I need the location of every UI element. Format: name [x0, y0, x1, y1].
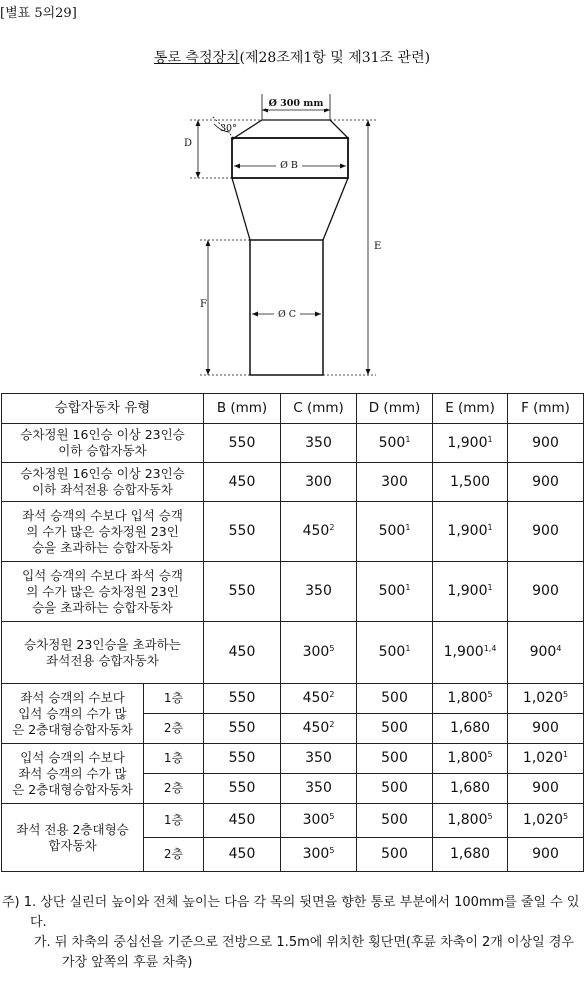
b-cell-value: 550	[228, 690, 256, 706]
b-cell-value: 450	[228, 812, 256, 828]
c-cell-value: 350	[305, 583, 332, 599]
e-cell-value: 1,500	[449, 473, 491, 490]
vehicle-type-cell-value: 좌석 전용 2층대형승 합자동차	[16, 821, 129, 853]
table-row	[2, 804, 584, 838]
c-cell-value: 450	[302, 690, 330, 706]
d-cell-value: 500	[378, 583, 406, 599]
gauge-diagram	[150, 88, 410, 383]
e-cell-footnote-ref: 5	[487, 812, 493, 821]
c-cell	[281, 502, 357, 562]
c-cell	[281, 424, 357, 463]
title-main: 통로 측정장치	[153, 50, 240, 66]
b-cell-value: 450	[228, 846, 256, 862]
vehicle-type-cell	[2, 744, 144, 804]
c-cell-value: 350	[305, 750, 332, 766]
c-cell	[281, 744, 357, 774]
f-cell-footnote-ref: 1	[563, 750, 569, 759]
b-cell	[204, 804, 281, 838]
vehicle-type-cell	[2, 502, 204, 562]
f-cell-value: 900	[532, 846, 559, 862]
e-cell	[433, 804, 508, 838]
e-cell-footnote-ref: 5	[487, 750, 493, 759]
e-cell-value: 1,900	[447, 434, 488, 451]
f-cell	[508, 804, 584, 838]
dimension-c-label: Ø C	[277, 309, 297, 320]
f-cell	[508, 424, 584, 463]
table-row	[2, 463, 584, 502]
e-cell-value: 1,680	[449, 846, 491, 862]
b-cell-value: 550	[228, 720, 256, 736]
c-cell-footnote-ref: 2	[329, 690, 335, 699]
floor-cell	[144, 804, 204, 838]
floor-cell	[144, 744, 204, 774]
dimension-b-label: Ø B	[280, 160, 298, 171]
table-row	[2, 424, 584, 463]
table-header-cell: D (mm)	[357, 394, 433, 424]
table-header-cell: C (mm)	[281, 394, 357, 424]
d-cell-footnote-ref: 1	[405, 583, 411, 592]
e-cell-value: 1,680	[449, 780, 491, 796]
e-cell-footnote-ref: 5	[487, 690, 493, 699]
c-cell-footnote-ref: 2	[329, 523, 335, 532]
floor-cell-value: 1층	[163, 691, 184, 705]
table-row	[2, 502, 584, 562]
c-cell-value: 450	[302, 720, 330, 736]
e-cell-footnote-ref: 1	[487, 583, 493, 592]
d-cell-value: 500	[378, 644, 406, 660]
f-cell-footnote-ref: 5	[563, 812, 569, 821]
b-cell	[204, 502, 281, 562]
floor-cell	[144, 838, 204, 872]
vehicle-type-cell-value: 좌석 승객의 수보다 입석 승객 의 수가 많은 승차정원 23인 승을 초과하는 승합자동차	[22, 507, 183, 555]
b-cell	[204, 562, 281, 622]
f-cell	[508, 744, 584, 774]
f-cell-value: 900	[532, 434, 559, 451]
footnote-1: 주) 1. 상단 실린더 높이와 전체 높이는 다음 각 목의 뒷면을 향한 통로 부분에서 100mm를 줄일 수 있다.	[2, 895, 580, 930]
f-cell-value: 1,020	[522, 812, 564, 828]
e-cell-value: 1,800	[447, 812, 488, 828]
d-cell	[357, 463, 433, 502]
e-cell-value: 1,900	[447, 523, 488, 539]
c-cell	[281, 463, 357, 502]
c-cell	[281, 562, 357, 622]
d-cell	[357, 502, 433, 562]
d-cell	[357, 714, 433, 744]
footnote-1-a: 가. 뒤 차축의 중심선을 기준으로 전방으로 1.5m에 위치한 횡단면(후륜 차축이 2개 이상일 경우 가장 앞쪽의 후륜 차축)	[34, 935, 574, 970]
c-cell	[281, 804, 357, 838]
d-cell-value: 300	[381, 473, 408, 490]
d-cell-value: 500	[381, 720, 408, 736]
f-cell-value: 900	[532, 780, 559, 796]
f-cell-footnote-ref: 4	[556, 644, 562, 653]
c-cell-footnote-ref: 2	[329, 720, 335, 729]
f-cell	[508, 774, 584, 804]
f-cell	[508, 502, 584, 562]
f-cell-value: 1,020	[522, 750, 564, 766]
b-cell	[204, 622, 281, 684]
floor-cell-value: 2층	[163, 781, 184, 795]
c-cell-value: 350	[305, 434, 332, 451]
f-cell-value: 1,020	[522, 690, 564, 706]
e-cell-value: 1,800	[447, 690, 488, 706]
gauge-top-cap	[234, 120, 348, 138]
vehicle-type-cell-value: 입석 승객의 수보다 좌석 승객의 수가 많 은 2층대형승합자동차	[12, 749, 133, 797]
d-cell	[357, 684, 433, 714]
e-cell	[433, 714, 508, 744]
floor-cell	[144, 714, 204, 744]
c-cell-value: 350	[305, 780, 332, 796]
f-cell	[508, 684, 584, 714]
table-header-cell: E (mm)	[433, 394, 508, 424]
f-cell-value: 900	[532, 720, 559, 736]
table-row	[2, 744, 584, 774]
floor-cell-value: 2층	[163, 847, 184, 861]
b-cell	[204, 714, 281, 744]
d-cell-footnote-ref: 1	[405, 523, 411, 532]
b-cell	[204, 424, 281, 463]
d-cell	[357, 774, 433, 804]
footnotes	[2, 893, 582, 973]
e-cell	[433, 562, 508, 622]
d-cell-value: 500	[378, 434, 406, 451]
d-cell	[357, 804, 433, 838]
e-cell	[433, 622, 508, 684]
f-cell	[508, 838, 584, 872]
b-cell-value: 550	[228, 523, 256, 539]
c-cell-footnote-ref: 5	[329, 846, 335, 855]
d-cell-value: 500	[381, 750, 408, 766]
vehicle-type-cell	[2, 463, 204, 502]
b-cell-value: 450	[228, 473, 256, 490]
table-row	[2, 562, 584, 622]
e-cell-value: 1,900	[447, 583, 488, 599]
title-reference: (제28조제1항 및 제31조 관련)	[239, 50, 431, 66]
e-cell-footnote-ref: 1	[487, 523, 493, 532]
table-header-cell: F (mm)	[508, 394, 584, 424]
b-cell-value: 550	[228, 780, 256, 796]
floor-cell	[144, 684, 204, 714]
e-cell	[433, 463, 508, 502]
top-diameter-label: Ø 300 mm	[268, 98, 324, 109]
f-cell	[508, 562, 584, 622]
c-cell	[281, 774, 357, 804]
b-cell	[204, 744, 281, 774]
dimension-e-label: E	[374, 241, 382, 252]
vehicle-type-cell-value: 승차정원 23인승을 초과하는 좌석전용 승합자동차	[24, 636, 181, 668]
c-cell-value: 300	[305, 473, 332, 490]
e-cell-footnote-ref: 1,4	[483, 644, 497, 653]
e-cell	[433, 744, 508, 774]
b-cell	[204, 684, 281, 714]
e-cell	[433, 774, 508, 804]
appendix-label: [별표 5의29]	[0, 6, 77, 21]
f-cell-value: 900	[532, 523, 559, 539]
d-cell-footnote-ref: 1	[405, 434, 411, 444]
b-cell-value: 550	[228, 750, 256, 766]
b-cell-value: 550	[228, 434, 256, 451]
b-cell	[204, 838, 281, 872]
dimension-table	[1, 393, 584, 872]
vehicle-type-cell	[2, 684, 144, 744]
c-cell	[281, 838, 357, 872]
d-cell-value: 500	[381, 812, 408, 828]
c-cell-value: 300	[302, 644, 330, 660]
vehicle-type-cell	[2, 804, 144, 872]
d-cell	[357, 622, 433, 684]
b-cell-value: 450	[228, 644, 256, 660]
table-row	[2, 622, 584, 684]
dimension-d-label: D	[184, 138, 193, 149]
c-cell	[281, 622, 357, 684]
floor-cell-value: 1층	[163, 751, 184, 765]
e-cell	[433, 502, 508, 562]
f-cell-footnote-ref: 5	[563, 690, 569, 699]
c-cell	[281, 684, 357, 714]
f-cell	[508, 463, 584, 502]
page-title	[0, 47, 584, 67]
table-header-cell: B (mm)	[204, 394, 281, 424]
vehicle-type-cell-value: 승차정원 16인승 이상 23인승 이하 승합자동차	[20, 427, 185, 458]
c-cell-value: 300	[302, 812, 330, 828]
d-cell	[357, 562, 433, 622]
d-cell	[357, 744, 433, 774]
floor-cell-value: 1층	[163, 813, 184, 827]
f-cell	[508, 622, 584, 684]
e-cell	[433, 424, 508, 463]
table-header-cell: 승합자동차 유형	[2, 394, 204, 424]
gauge-taper	[232, 178, 348, 240]
e-cell-footnote-ref: 1	[487, 434, 493, 444]
e-cell-value: 1,800	[447, 750, 488, 766]
b-cell	[204, 774, 281, 804]
d-cell-value: 500	[381, 846, 408, 862]
e-cell	[433, 838, 508, 872]
d-cell-value: 500	[381, 780, 408, 796]
d-cell-value: 500	[378, 523, 406, 539]
e-cell-value: 1,680	[449, 720, 491, 736]
c-cell-value: 300	[302, 846, 330, 862]
d-cell-footnote-ref: 1	[405, 644, 411, 653]
c-cell-footnote-ref: 5	[329, 812, 335, 821]
f-cell-value: 900	[532, 473, 559, 490]
c-cell	[281, 714, 357, 744]
floor-cell-value: 2층	[163, 721, 184, 735]
f-cell	[508, 714, 584, 744]
table-row	[2, 684, 584, 714]
dimension-f-label: F	[200, 299, 207, 310]
e-cell-value: 1,900	[443, 644, 484, 660]
angle-label: 30°	[220, 123, 237, 134]
d-cell	[357, 838, 433, 872]
d-cell	[357, 424, 433, 463]
vehicle-type-cell-value: 입석 승객의 수보다 좌석 승객 의 수가 많은 승차정원 23인 승을 초과하는 승합자동차	[22, 567, 183, 615]
vehicle-type-cell	[2, 622, 204, 684]
d-cell-value: 500	[381, 690, 408, 706]
table-header-row	[2, 394, 584, 424]
f-cell-value: 900	[532, 583, 559, 599]
b-cell-value: 550	[228, 583, 256, 599]
vehicle-type-cell	[2, 562, 204, 622]
floor-cell	[144, 774, 204, 804]
c-cell-footnote-ref: 5	[329, 644, 335, 653]
f-cell-value: 900	[529, 644, 557, 660]
vehicle-type-cell	[2, 424, 204, 463]
e-cell	[433, 684, 508, 714]
b-cell	[204, 463, 281, 502]
vehicle-type-cell-value: 좌석 승객의 수보다 입석 승객의 수가 많 은 2층대형승합자동차	[12, 689, 133, 737]
c-cell-value: 450	[302, 523, 330, 539]
vehicle-type-cell-value: 승차정원 16인승 이상 23인승 이하 좌석전용 승합자동차	[20, 466, 185, 497]
